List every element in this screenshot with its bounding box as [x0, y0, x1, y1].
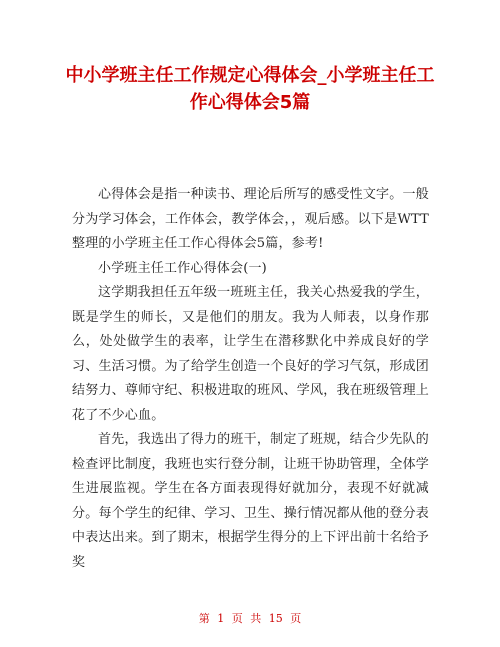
title-line-1: 中小学班主任工作规定心得体会_小学班主任工 — [65, 65, 435, 86]
section-heading: 小学班主任工作心得体会(一) — [98, 260, 267, 276]
paragraph: 首先，我选出了得力的班干，制定了班规，结合少先队的检查评比制度，我班也实行登分制，让班干协助管理，全体学生进展监视。学生在各方面表现得好就加分，表现不好就减分。每个学生的纪律、学习、卫生、操行情况都从他的登分表中表达出来。到了期末，根据学生得分的上下评出前十名给予奖 — [72, 432, 429, 570]
paragraph: 这学期我担任五年级一班班主任，我关心热爱我的学生，既是学生的师长，又是他们的朋友。我为人师表，以身作那么，处处做学生的表率，让学生在潜移默化中养成良好的学习、生活习惯。为了给学生创造一个良好的学习气氛，形成团结努力、尊师守纪、积极进取的班风、学风，我在班级管理上花了不少心血。 — [72, 285, 429, 423]
paragraph-intro: 心得体会是指一种读书、理论后所写的感受性文字。一般分为学习体会，工作体会，教学体会，，观后感。以下是WTT整理的小学班主任工作心得体会5篇，参考! — [72, 187, 429, 251]
page-number-footer: 第 1 页 共 15 页 — [198, 612, 302, 625]
title-line-2: 作心得体会5篇 — [189, 92, 311, 113]
document-title — [30, 62, 470, 116]
document-body — [72, 183, 429, 575]
